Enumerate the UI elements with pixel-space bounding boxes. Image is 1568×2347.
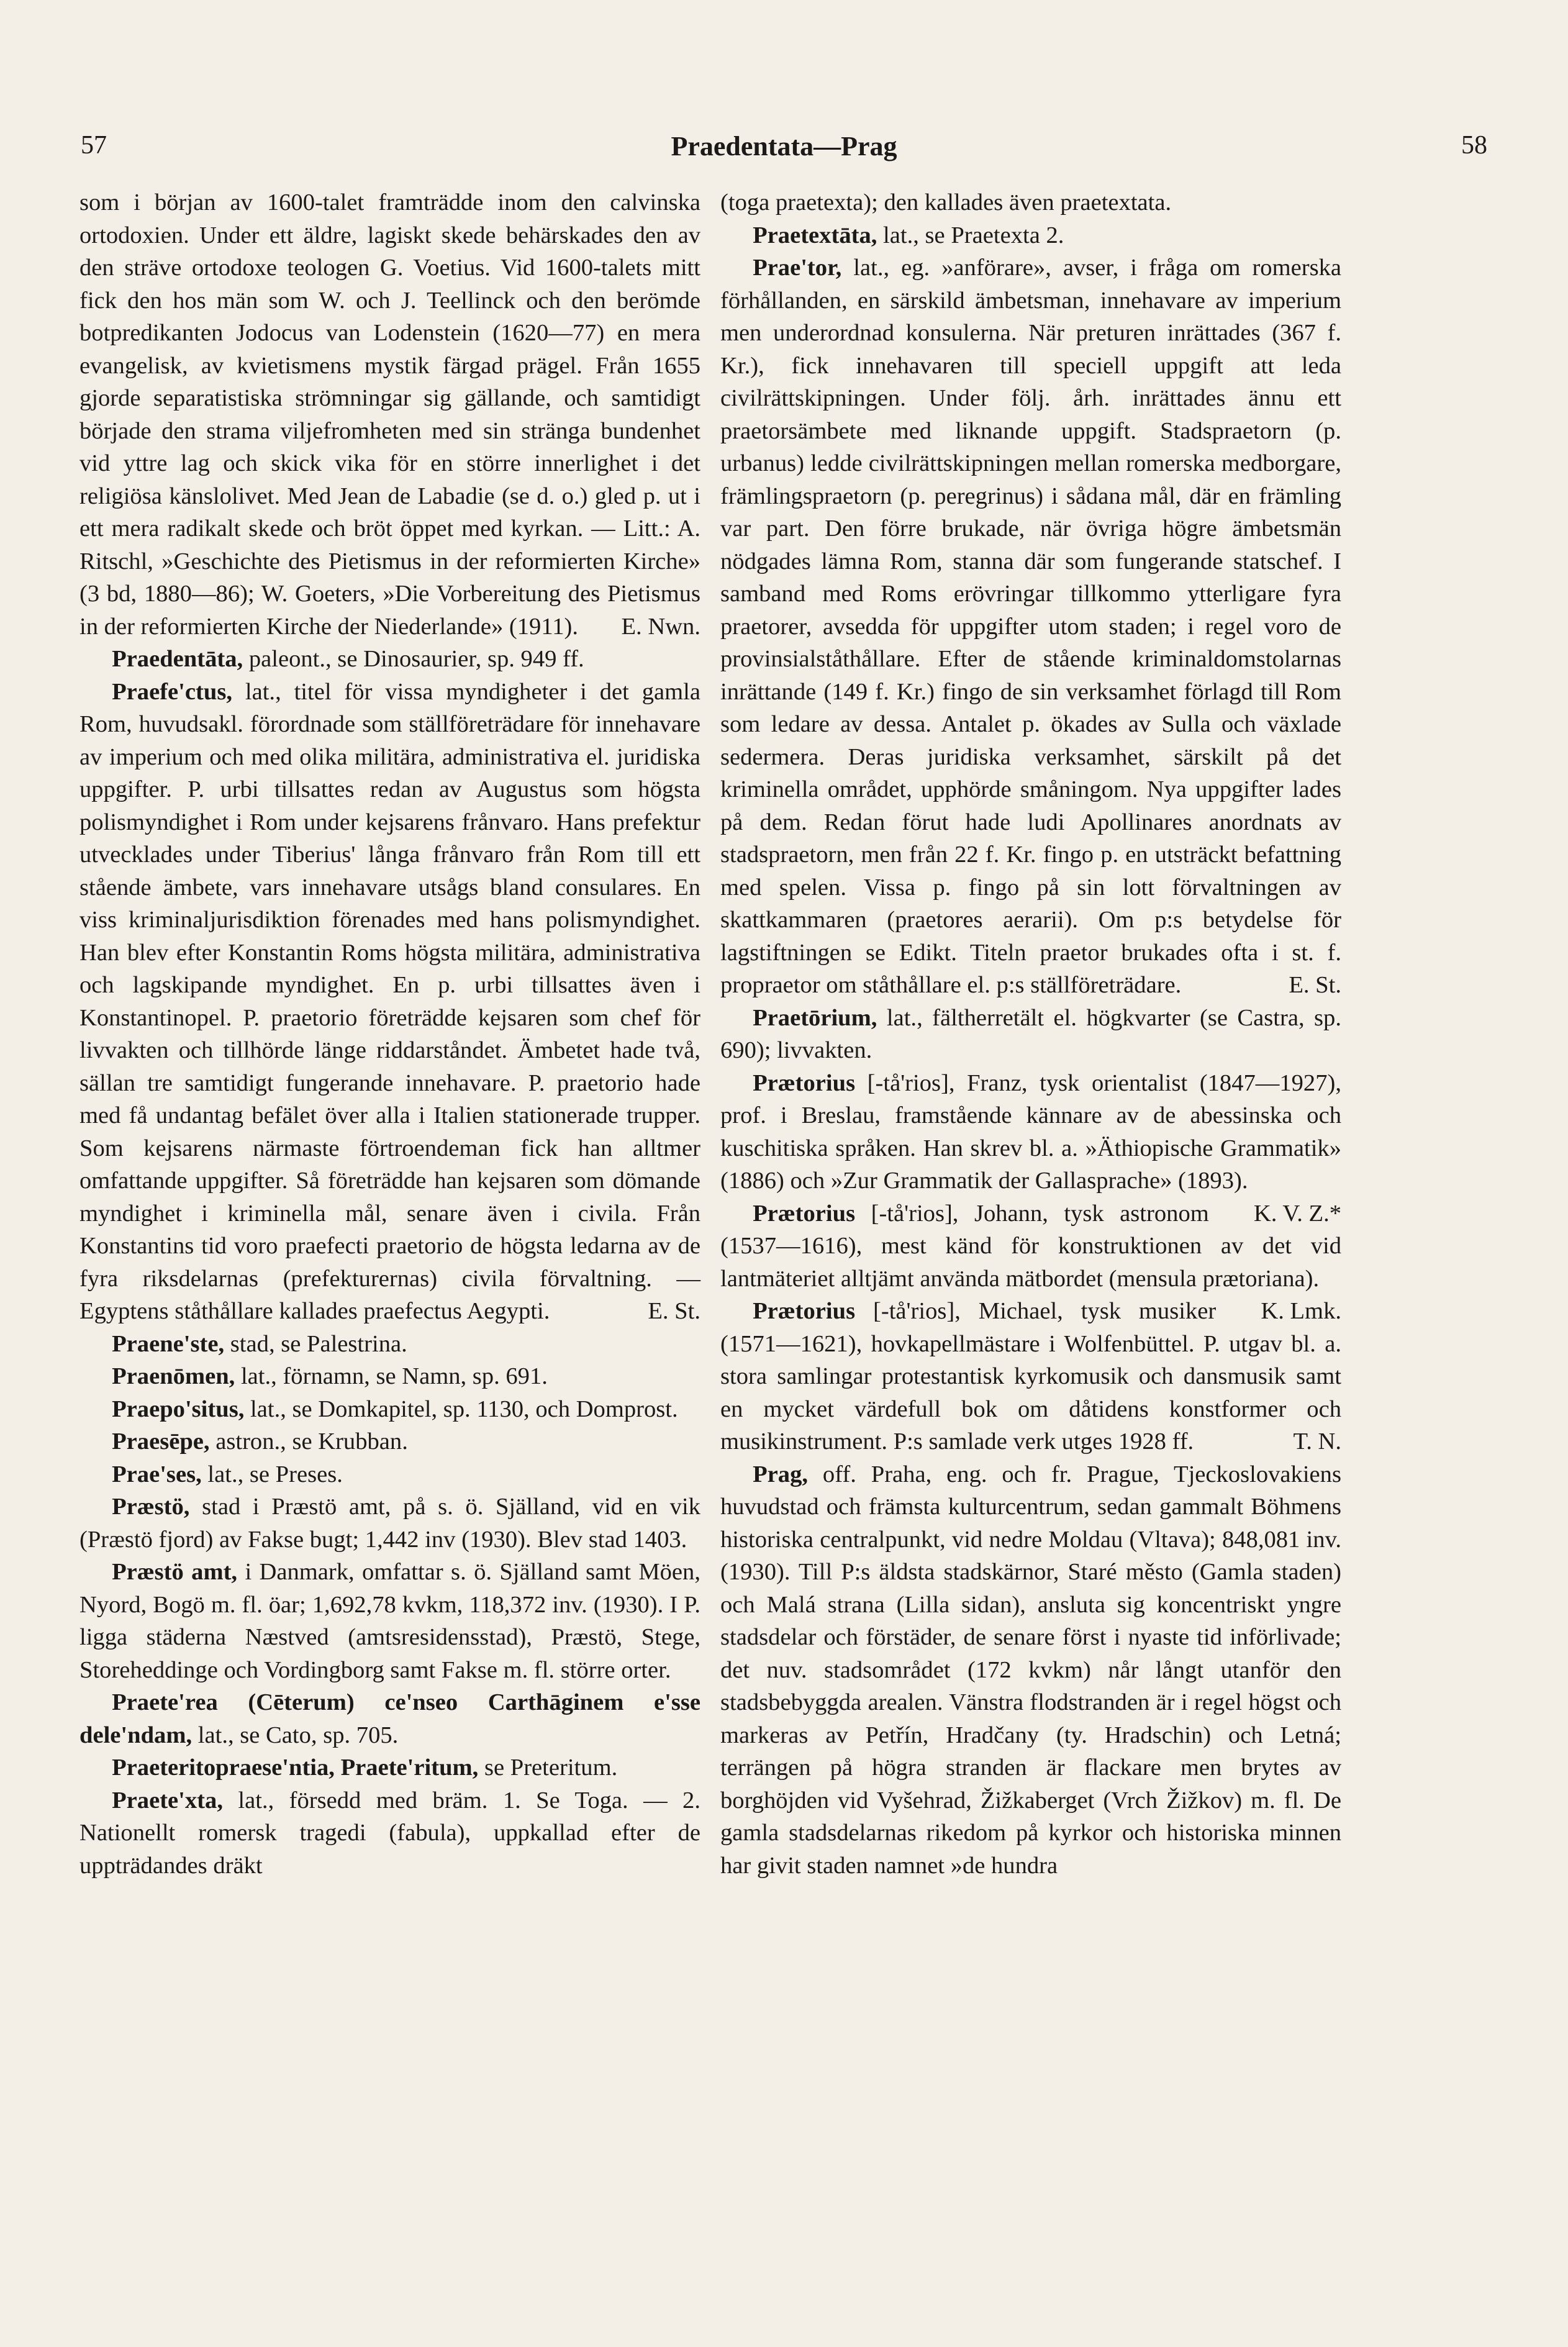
entry-text: [-tå'rios], Michael, tysk musiker (1571—1621), hovkapellmästare i Wolfenbüttel. P. utgav bl. a. stora samlingar protestantisk kyrkomusik och dansmusik samt en mycket värdefull bok om dåtidens konstformer och musikinstrument. P:s samlade verk utges 1928 ff. [720,1298,1341,1455]
entry-headword: Prætorius [753,1298,856,1324]
author-signature: K. Lmk. [1261,1298,1341,1324]
entry-headword: Praete'rea (Cēterum) ce'nseo Carthāginem e'sse dele'ndam, [79,1689,700,1748]
author-signature: T. N. [1293,1428,1341,1455]
entry-headword: Praenōmen, [112,1363,235,1389]
author-signature: E. St. [1289,972,1341,998]
page-number-left: 57 [81,131,107,160]
dictionary-entry [79,1784,700,1882]
entry-headword: Præstö, [112,1494,190,1520]
entry-text: [-tå'rios], Johann, tysk astronom (1537—1616), mest känd för konstruktionen av det vid lantmäteriet alltjämt använda mätbordet (mensula prætoriana). [720,1200,1341,1292]
entry-text: stad, se Palestrina. [230,1330,407,1357]
entry-headword: Praeteritopraese'ntia, Praete'ritum, [112,1755,479,1781]
entry-text: astron., se Krubban. [215,1428,408,1455]
right-column [720,186,1341,1882]
entry-text: lat., se Praetexta 2. [883,222,1064,248]
dictionary-entry [720,1458,1341,1882]
dictionary-entry [79,1328,700,1361]
entry-text: paleont., se Dinosaurier, sp. 949 ff. [248,646,584,672]
entry-headword: Praetextāta, [753,222,877,248]
entry-text: lat., titel för vissa myndigheter i det gamla Rom, huvudsakl. förordnade som ställföreträdare för innehavare av imperium och med olika militära, administrativa el. juridiska uppgifter. P. urbi tillsattes redan av Augustus som högsta polismyndighet i Rom under kejsarens frånvaro. Hans prefektur utvecklades under Tiberius' långa frånvaro från Rom till ett stående ämbete, vars innehavare utsågs bland consulares. En viss kriminaljurisdiktion förenades med hans polismyndighet. Han blev efter Konstantin Roms högsta militära, administrativa och lagskipande myndighet. En p. urbi tillsattes även i Konstantinopel. P. praetorio företrädde kejsaren som chef för livvakten och tillhörde länge riddarståndet. Ämbetet hade två, sällan tre samtidigt fungerande innehavare. P. praetorio hade med få undantag befälet över alla i Italien stationerade trupper. Som kejsarens närmaste förtroendeman fick han alltmer omfattande uppgifter. Så företrädde han kejsaren som dömande myndighet i kriminella mål, senare även i civila. Från Konstantins tid voro praefecti praetorio de högsta ledarna av de fyra riksdelarnas (prefekturernas) civila förvaltning. — Egyptens ståthållare kallades praefectus Aegypti. [79,678,700,1324]
dictionary-entry [79,1686,700,1751]
entry-text: (toga praetexta); den kallades även praetextata. [720,189,1172,216]
entry-text: [-tå'rios], Franz, tysk orientalist (1847—1927), prof. i Breslau, framstående kännare av de abessinska och kuschitiska språken. Han skrev bl. a. »Äthiopische Grammatik» (1886) och »Zur Grammatik der Gallasprache» (1893). [720,1069,1342,1194]
entry-headword: Prag, [753,1461,809,1487]
author-signature: E. St. [648,1298,700,1324]
entry-headword: Prætorius [753,1200,856,1227]
running-header [81,130,1487,174]
dictionary-entry [79,1751,700,1784]
entry-text: lat., se Cato, sp. 705. [197,1722,399,1748]
entry-text: off. Praha, eng. och fr. Prague, Tjeckoslovakiens huvudstad och främsta kulturcentrum, sedan gammalt Böhmens historiska centralpunkt, vid nedre Moldau (Vltava); 848,081 inv. (1930). Till P:s äldsta stadskärnor, Staré město (Gamla staden) och Malá strana (Lilla sidan), ansluta sig koncentriskt yngre stadsdelar och förstäder, de senare först i nyaste tid införlivade; det nuv. stadsområdet (172 kvkm) når långt utanför den stadsbebyggda arealen. Vänstra flodstranden är i regel högst och markeras av Petřín, Hradčany (ty. Hradschin) och Letná; terrängen på högra stranden är flackare men brytes av borghöjden vid Vyšehrad, Žižkaberget (Vrch Žižkov) m. fl. De gamla stadsdelarnas rikedom på kyrkor och historiska minnen har givit staden namnet »de hundra [720,1461,1341,1879]
entry-headword: Praesēpe, [112,1428,210,1455]
entry-text: se Preteritum. [484,1755,618,1781]
entry-text: lat., fältherretält el. högkvarter (se Castra, sp. 690); livvakten. [720,1004,1341,1063]
entry-text: lat., försedd med bräm. 1. Se Toga. — 2. Nationellt romersk tragedi (fabula), uppkallad efter de uppträdandes dräkt [79,1787,700,1879]
left-column [79,186,700,1882]
dictionary-entry [79,1360,700,1393]
entry-headword: Praepo'situs, [112,1396,245,1422]
author-signature: E. Nwn. [621,613,700,640]
entry-headword: Praete'xta, [112,1787,223,1814]
dictionary-entry [79,1425,700,1458]
entry-text: lat., se Preses. [207,1461,343,1487]
dictionary-entry [79,643,700,676]
entry-continuation [79,186,700,643]
entry-headword: Prae'ses, [112,1461,202,1487]
entry-headword: Praefe'ctus, [112,678,232,705]
entry-continuation [720,186,1341,219]
entry-text: i Danmark, omfattar s. ö. Själland samt Möen, Nyord, Bogö m. fl. öar; 1,692,78 kvkm, 118,372 inv. (1930). I P. ligga städerna Næstved (amtsresidensstad), Præstö, Stege, Storeheddinge och Vordingborg samt Fakse m. fl. större orter. [79,1559,700,1683]
dictionary-entry [720,1067,1342,1227]
entry-text: lat., se Domkapitel, sp. 1130, och Domprost. [250,1396,678,1422]
dictionary-entry [79,1458,700,1491]
dictionary-entry [79,1491,700,1556]
entry-text: stad i Præstö amt, på s. ö. Själland, vid en vik (Præstö fjord) av Fakse bugt; 1,442 inv (1930). Blev stad 1403. [79,1494,700,1553]
dictionary-entry [79,676,700,1328]
author-signature: K. V. Z.* [1253,1200,1341,1227]
running-title: Praedentata—Prag [671,131,897,161]
entry-headword: Praetōrium, [753,1004,877,1031]
entry-text: lat., förnamn, se Namn, sp. 691. [240,1363,548,1389]
entry-text: som i början av 1600-talet framträdde inom den calvinska ortodoxien. Under ett äldre, lagiskt skede behärskades den av den sträve ortodoxe teologen G. Voetius. Vid 1600-talets mitt fick den hos män som W. och J. Teellinck och den berömde botpredikanten Jodocus van Lodenstein (1620—77) en mera evangelisk, av kvietismens mystik färgad prägel. Från 1655 gjorde separatistiska strömningar sig gällande, och samtidigt började den strama viljefromheten med sin stränga bundenhet vid yttre lag och skick vika för en större innerlighet i det religiösa känslolivet. Med Jean de Labadie (se d. o.) gled p. ut i ett mera radikalt skede och bröt öppet med kyrkan. — Litt.: A. Ritschl, »Geschichte des Pietismus in der reformierten Kirche» (3 bd, 1880—86); W. Goeters, »Die Vorbereitung des Pietismus in der reformierten Kirche der Niederlande» (1911). [79,189,700,640]
entry-headword: Praedentāta, [112,646,243,672]
dictionary-entry [720,252,1341,1002]
dictionary-entry [720,219,1341,252]
dictionary-entry [79,1393,700,1426]
entry-headword: Praene'ste, [112,1330,225,1357]
dictionary-entry [720,1002,1341,1067]
entry-headword: Præstö amt, [112,1559,238,1585]
entry-text: lat., eg. »anförare», avser, i fråga om romerska förhållanden, en särskild ämbetsman, innehavare av imperium men underordnad konsulerna. När preturen inrättades (367 f. Kr.), fick innehavaren till speciell uppgift att leda civilrättskipningen. Under följ. årh. inrättades ännu ett praetorsämbete med liknande uppgift. Stadspraetorn (p. urbanus) ledde civilrättskipningen mellan romerska medborgare, främlingspraetorn (p. peregrinus) i sådana mål, där en främling var part. Den förre brukade, när övriga högre ämbetsmän nödgades lämna Rom, stanna där som fungerande statschef. I samband med Roms erövringar tillkommo ytterligare fyra praetorer, avsedda för uppgifter utom staden; i regel voro de provinsialståthållare. Efter de stående kriminaldomstolarnas inrättande (149 f. Kr.) fingo de sin verksamhet förlagd till Rom som ledare av dessa. Antalet p. ökades av Sulla och växlade sedermera. Deras juridiska verksamhet, särskilt på det kriminella området, upphörde småningom. Nya uppgifter lades på dem. Redan förut hade ludi Apollinares anordnats av stadspraetorn, men från 22 f. Kr. fingo p. en utsträckt befattning med spelen. Vissa p. fingo på sin lott förvaltningen av skattkammaren (praetores aerarii). Om p:s betydelse för lagstiftningen se Edikt. Titeln praetor brukades ofta i st. f. propraetor om ståthållare el. p:s ställföreträdare. [720,255,1341,998]
entry-headword: Prætorius [753,1069,856,1096]
page-number-right: 58 [1461,131,1487,160]
entry-headword: Prae'tor, [753,255,842,281]
dictionary-entry [79,1556,700,1686]
